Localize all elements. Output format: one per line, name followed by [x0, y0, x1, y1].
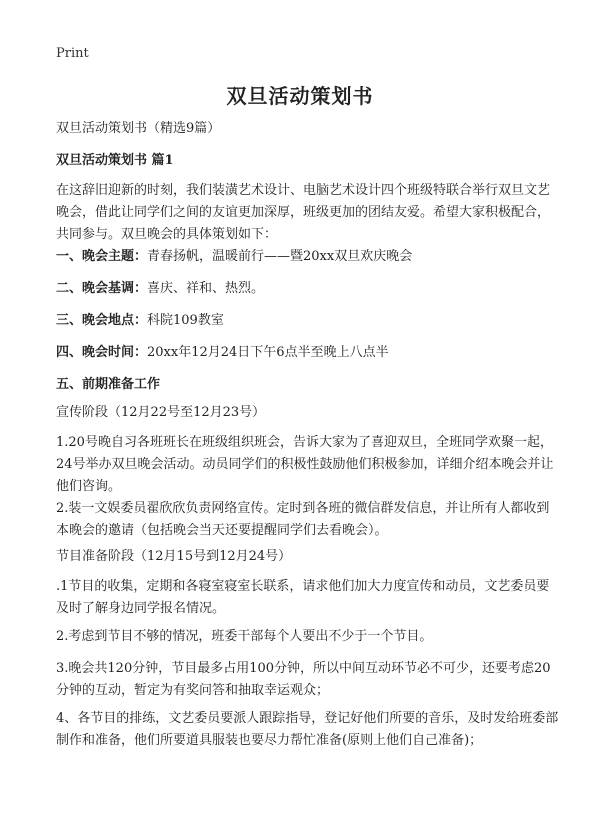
paragraph-6: 4、各节目的排练，文艺委员要派人跟踪指导，登记好他们所要的音乐，及时发给班委部制作和准备，他们所要道具服装也要尽力帮忙准备(原则上他们自己准备)； — [56, 711, 559, 748]
item-venue-text: 科院109教室 — [147, 313, 224, 328]
print-link[interactable]: Print — [56, 46, 89, 61]
paragraph-1: 1.20号晚自习各班班长在班级组织班会，告诉大家为了喜迎双旦，全班同学欢聚一起，24号举办双旦晚会活动。动员同学们的积极性鼓励他们积极参加，详细介绍本晚会并让他们咨询。 — [56, 435, 554, 494]
phase-program: 节目准备阶段（12月15号到12月24号） — [56, 549, 292, 564]
intro-paragraph: 在这辞旧迎新的时刻，我们装潢艺术设计、电脑艺术设计四个班级特联合举行双旦文艺晚会，借此让同学们之间的友谊更加深厚，班级更加的团结友爱。希望大家积极配合，共同参与。双旦晚会的具体策划如下： — [56, 183, 551, 242]
section-heading: 双旦活动策划书 篇1 — [56, 153, 174, 168]
item-time-text: 20xx年12月24日下午6点半至晚上八点半 — [147, 345, 389, 360]
item-tone — [56, 278, 560, 300]
item-theme-text: 青春扬帆，温暖前行——暨20xx双旦欢庆晚会 — [147, 249, 413, 264]
item-preparation: 五、前期准备工作 — [56, 377, 161, 392]
paragraph-2: 2.装一文娱委员翟欣欣负责网络宣传。定时到各班的微信群发信息，并让所有人都收到本晚会的邀请（包括晚会当天还要提醒同学们去看晚会）。 — [56, 501, 550, 538]
paragraph-4: 2.考虑到节目不够的情况，班委干部每个人要出不少于一个节目。 — [56, 629, 433, 644]
item-theme — [56, 246, 560, 268]
item-theme-label: 一、晚会主题： — [56, 249, 148, 264]
phase-publicity: 宣传阶段（12月22号至12月23号） — [56, 405, 266, 420]
item-venue-label: 三、晚会地点： — [56, 313, 148, 328]
item-tone-label: 二、晚会基调： — [56, 281, 148, 296]
item-time-label: 四、晚会时间： — [56, 345, 148, 360]
item-venue — [56, 310, 560, 332]
paragraph-3: .1节目的收集，定期和各寝室寝室长联系，请求他们加大力度宣传和动员，文艺委员要及时了解身边同学报名情况。 — [56, 579, 550, 616]
document-title: 双旦活动策划书 — [226, 84, 374, 108]
item-time — [56, 342, 560, 364]
paragraph-5: 3.晚会共120分钟，节目最多占用100分钟，所以中间互动环节必不可少，还要考虑20分钟的互动，暂定为有奖问答和抽取幸运观众； — [56, 661, 551, 698]
document-subtitle: 双旦活动策划书（精选9篇） — [56, 121, 221, 136]
item-tone-text: 喜庆、祥和、热烈。 — [147, 281, 265, 296]
